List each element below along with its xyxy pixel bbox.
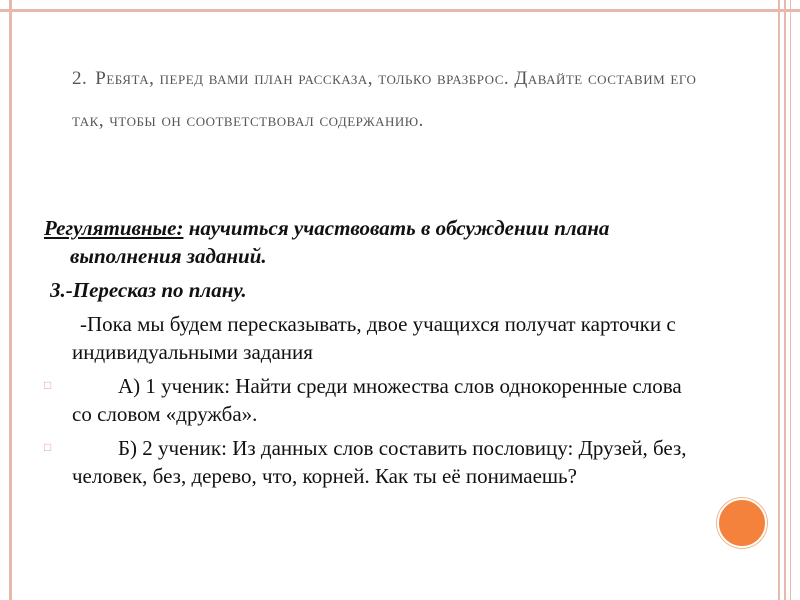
slide-title bbox=[72, 58, 712, 142]
decorative-circle-icon bbox=[717, 498, 767, 548]
bullet-icon: □ bbox=[44, 440, 52, 454]
frame-line-top bbox=[0, 9, 800, 12]
intro-paragraph: -Пока мы будем пересказывать, двое учащихся получат карточки с индивидуальными задания bbox=[72, 312, 676, 364]
slide-body bbox=[44, 214, 704, 496]
regulatory-heading: Регулятивные: bbox=[44, 216, 184, 240]
frame-line-left bbox=[9, 0, 12, 600]
task-item bbox=[44, 434, 704, 490]
title-text: Ребята, перед вами план рассказа, только вразброс. Давайте составим его так, чтобы он соответствовал содержанию. bbox=[72, 68, 697, 131]
retelling-heading: 3.-Пересказ по плану. bbox=[50, 278, 247, 302]
title-number: 2. bbox=[72, 68, 88, 89]
frame-line-right bbox=[790, 0, 791, 600]
regulatory-paragraph bbox=[44, 214, 704, 270]
task-text: Б) 2 ученик: Из данных слов составить пословицу: Друзей, без, человек, без, дерево, что, корней. Как ты её понимаешь? bbox=[72, 436, 687, 488]
task-text: А) 1 ученик: Найти среди множества слов однокоренные слова со словом «дружба». bbox=[72, 374, 682, 426]
frame-line-right bbox=[778, 0, 780, 600]
regulatory-text: научиться участвовать в обсуждении плана выполнения заданий. bbox=[70, 216, 610, 268]
frame-line-right bbox=[784, 0, 786, 600]
task-item bbox=[44, 372, 704, 428]
bullet-icon: □ bbox=[44, 378, 52, 392]
